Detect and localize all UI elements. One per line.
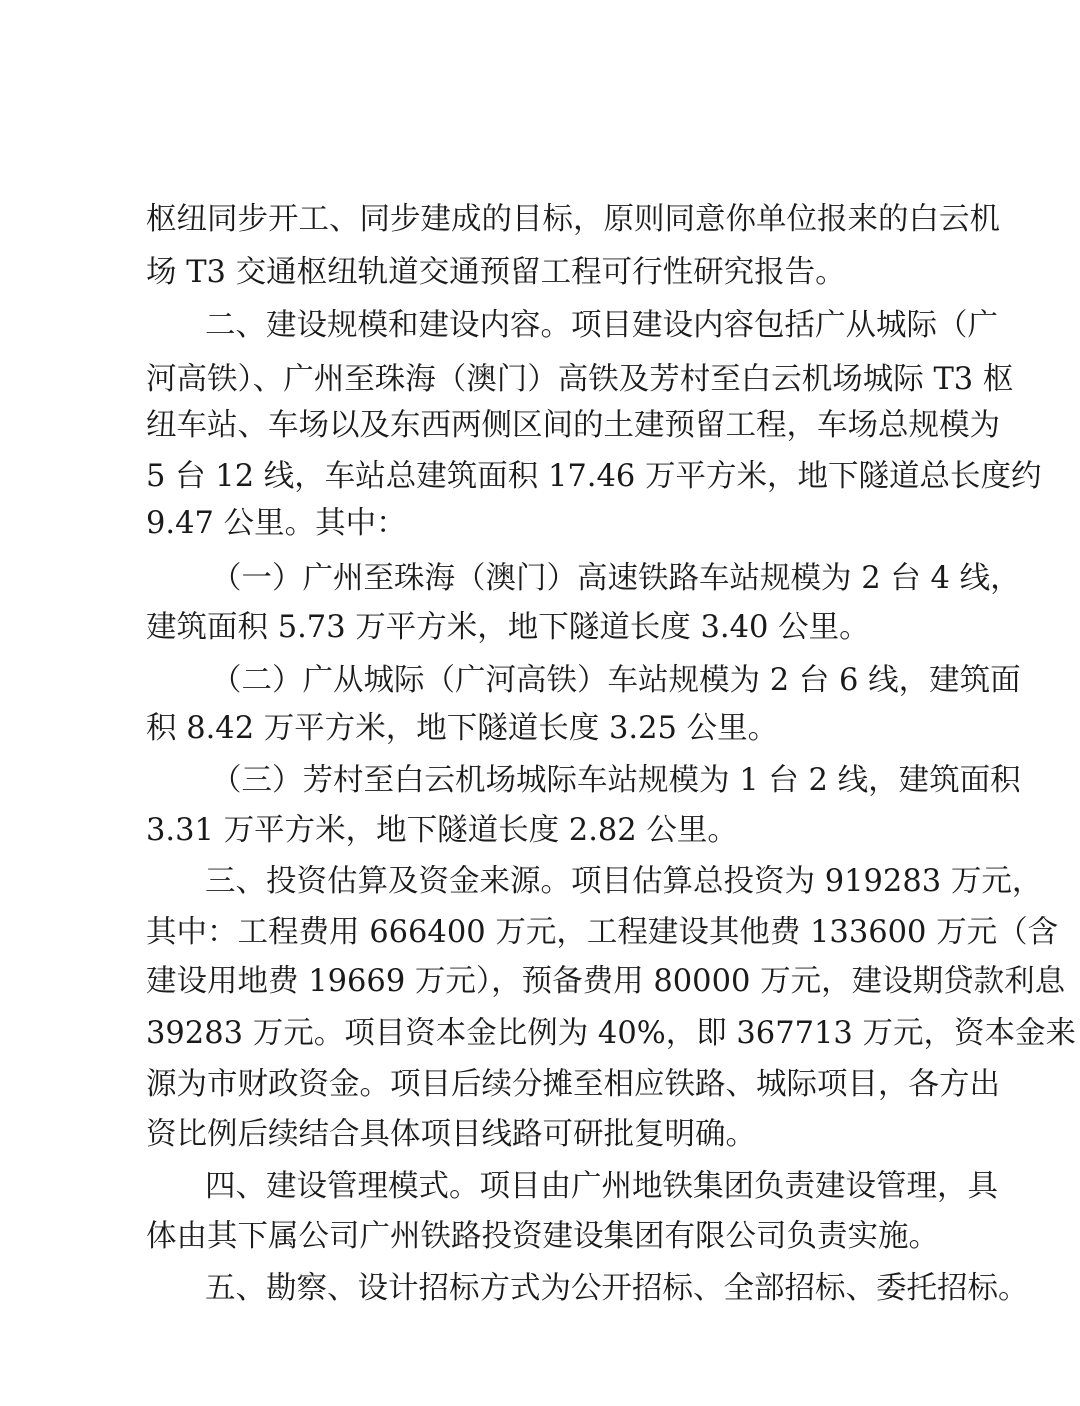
text-line xyxy=(0,497,1080,551)
text-line-content: 河高铁）、广州至珠海（澳门）高铁及芳村至白云机场城际 T3 枢 xyxy=(146,362,1014,397)
paragraph-first-line xyxy=(0,1160,1080,1214)
text-line xyxy=(0,246,1080,300)
text-line-content: 9.47 公里。其中： xyxy=(146,506,407,541)
text-line-content: 积 8.42 万平方米，地下隧道长度 3.25 公里。 xyxy=(146,711,779,746)
text-line-content: （一）广州至珠海（澳门）高速铁路车站规模为 2 台 4 线， xyxy=(211,561,1021,596)
text-line-content: 枢纽同步开工、同步建成的目标，原则同意你单位报来的白云机 xyxy=(146,202,1000,237)
paragraph-first-line xyxy=(0,654,1080,708)
paragraph-first-line xyxy=(0,754,1080,808)
paragraph-first-line xyxy=(0,1262,1080,1316)
text-line xyxy=(0,955,1080,1009)
text-line xyxy=(0,450,1080,504)
text-line-content: 四、建设管理模式。项目由广州地铁集团负责建设管理，具 xyxy=(205,1169,998,1204)
text-line-content: 建筑面积 5.73 万平方米，地下隧道长度 3.40 公里。 xyxy=(146,610,870,645)
text-line-content: 5 台 12 线，车站总建筑面积 17.46 万平方米，地下隧道总长度约 xyxy=(146,459,1042,494)
text-line xyxy=(0,193,1080,247)
text-line-content: 纽车站、车场以及东西两侧区间的土建预留工程，车场总规模为 xyxy=(146,408,1000,443)
text-line-content: 二、建设规模和建设内容。项目建设内容包括广从城际（广 xyxy=(205,308,998,343)
paragraph-first-line xyxy=(0,855,1080,909)
text-line-content: 39283 万元。项目资本金比例为 40%，即 367713 万元，资本金来 xyxy=(146,1016,1077,1051)
text-line-content: 五、勘察、设计招标方式为公开招标、全部招标、委托招标。 xyxy=(205,1271,1029,1306)
text-line-content: 3.31 万平方米，地下隧道长度 2.82 公里。 xyxy=(146,813,738,848)
text-line xyxy=(0,1058,1080,1112)
text-line xyxy=(0,702,1080,756)
paragraph-first-line xyxy=(0,552,1080,606)
text-line-content: 其中：工程费用 666400 万元，工程建设其他费 133600 万元（含 xyxy=(146,915,1059,950)
text-line xyxy=(0,1210,1080,1264)
text-line xyxy=(0,399,1080,453)
text-line-content: （二）广从城际（广河高铁）车站规模为 2 台 6 线，建筑面 xyxy=(211,663,1021,698)
text-line xyxy=(0,906,1080,960)
text-line-content: （三）芳村至白云机场城际车站规模为 1 台 2 线，建筑面积 xyxy=(211,763,1021,798)
paragraph-first-line xyxy=(0,299,1080,353)
text-line-content: 场 T3 交通枢纽轨道交通预留工程可行性研究报告。 xyxy=(146,255,846,290)
text-line xyxy=(0,601,1080,655)
text-line-content: 资比例后续结合具体项目线路可研批复明确。 xyxy=(146,1117,756,1152)
text-line xyxy=(0,1007,1080,1061)
text-line-content: 三、投资估算及资金来源。项目估算总投资为 919283 万元， xyxy=(205,864,1043,899)
text-line xyxy=(0,1108,1080,1162)
text-line-content: 建设用地费 19669 万元），预备费用 80000 万元，建设期贷款利息 xyxy=(146,964,1066,999)
text-line-content: 体由其下属公司广州铁路投资建设集团有限公司负责实施。 xyxy=(146,1219,939,1254)
text-line-content: 源为市财政资金。项目后续分摊至相应铁路、城际项目，各方出 xyxy=(146,1067,1000,1102)
text-line xyxy=(0,804,1080,858)
